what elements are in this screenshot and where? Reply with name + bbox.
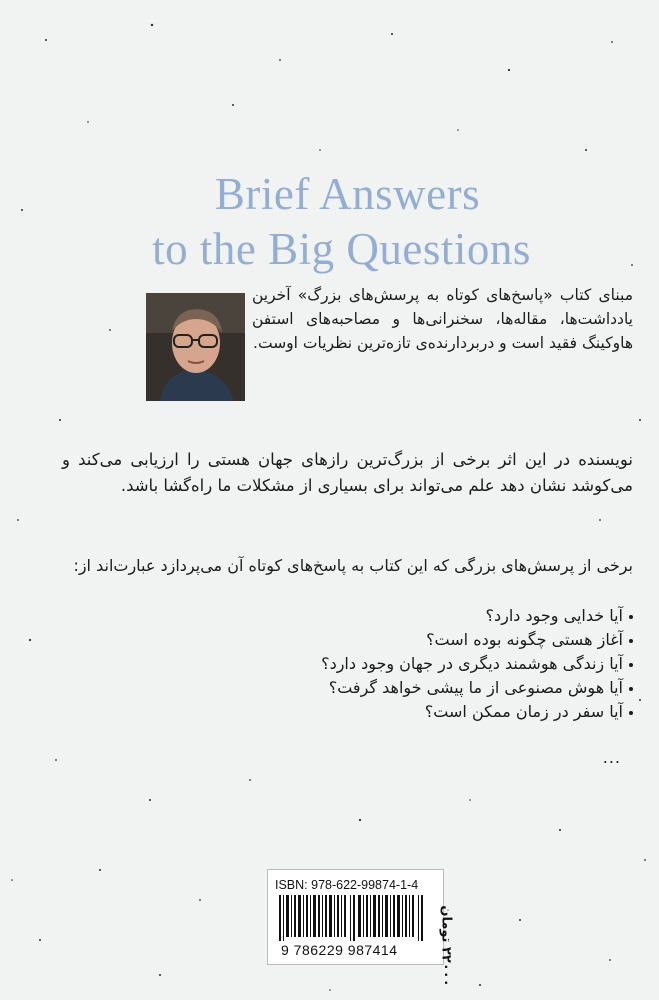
list-item: آیا زندگی هوشمند دیگری در جهان وجود دارد؟ (73, 652, 633, 676)
list-item: آغاز هستی چگونه بوده است؟ (73, 628, 633, 652)
questions-list (73, 604, 633, 724)
cover-title-line1: Brief Answers (214, 169, 481, 219)
barcode-number: 9 786229 987414 (281, 942, 398, 958)
questions-intro: برخی از پرسش‌های بزرگی که این کتاب به پاسخ‌های کوتاه آن می‌پردازد عبارت‌اند از: (73, 556, 633, 575)
list-item: آیا سفر در زمان ممکن است؟ (73, 700, 633, 724)
intro-paragraph: مبنای کتاب «پاسخ‌های کوتاه به پرسش‌های بزرگ» آخرین یادداشت‌ها، مقاله‌ها، سخنرانی‌ها و مصاحبه‌های استفن هاوکینگ فقید است و دربردارنده‌ی تازه‌ترین نظریات اوست. (252, 286, 633, 352)
list-item: آیا خدایی وجود دارد؟ (73, 604, 633, 628)
price-text: ۲۲۰۰۰ تومان (438, 905, 454, 987)
author-portrait (146, 293, 245, 401)
summary-paragraph: نویسنده در این اثر برخی از بزرگ‌ترین رازهای جهان هستی را ارزیابی می‌کند و می‌کوشد نشان دهد علم می‌تواند برای بسیاری از مشکلات ما راه‌گشا باشد. (62, 450, 633, 495)
isbn-text: ISBN: 978-622-99874-1-4 (275, 878, 419, 892)
barcode (279, 895, 429, 943)
price-label (431, 905, 461, 987)
list-item: آیا هوش مصنوعی از ما پیشی خواهد گرفت؟ (73, 676, 633, 700)
cover-title-line2: to the Big Questions (152, 224, 531, 274)
list-ellipsis: ... (602, 748, 621, 767)
